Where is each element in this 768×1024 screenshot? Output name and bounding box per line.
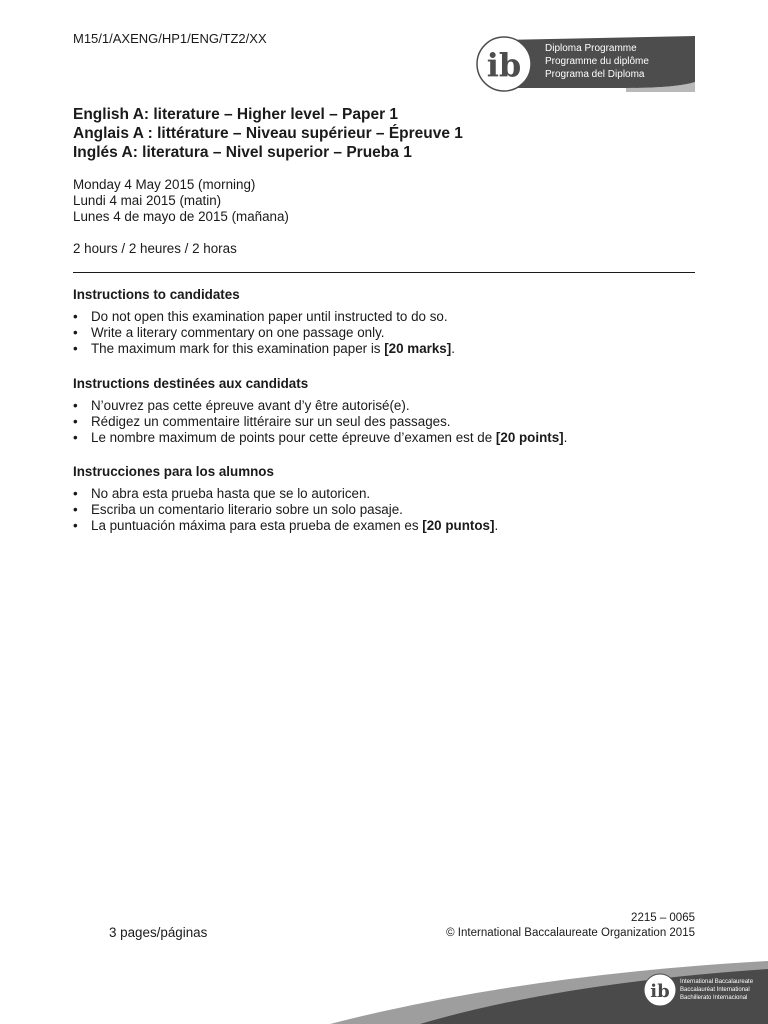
title-spanish: Inglés A: literatura – Nivel superior – Prueba 1 <box>73 144 412 161</box>
exam-titles <box>73 105 463 162</box>
list-item: • N’ouvrez pas cette épreuve avant d’y être autorisé(e). <box>73 398 695 414</box>
date-spanish: Lunes 4 de mayo de 2015 (mañana) <box>73 209 289 224</box>
instructions-spanish <box>73 464 695 534</box>
section-heading: Instructions destinées aux candidats <box>73 376 309 391</box>
instruction-list <box>73 398 695 446</box>
instructions-french <box>73 376 695 446</box>
list-item: • Do not open this examination paper until instructed to do so. <box>73 309 695 325</box>
footer-swoosh <box>0 955 768 1024</box>
paper-code: 2215 – 0065 <box>631 912 695 924</box>
footer-logo-line-2: Baccalauréat International <box>680 987 750 993</box>
list-item: • The maximum mark for this examination paper is [20 marks]. <box>73 341 695 357</box>
exam-dates <box>73 177 289 225</box>
exam-duration: 2 hours / 2 heures / 2 horas <box>73 241 237 256</box>
section-heading: Instrucciones para los alumnos <box>73 464 274 479</box>
title-english: English A: literature – Higher level – Paper 1 <box>73 106 399 123</box>
logo-line-1: Diploma Programme <box>545 43 637 54</box>
list-item: • Rédigez un commentaire littéraire sur un seul des passages. <box>73 414 695 430</box>
logo-line-3: Programa del Diploma <box>545 69 645 80</box>
divider <box>73 272 695 273</box>
date-french: Lundi 4 mai 2015 (matin) <box>73 193 222 208</box>
list-item: • No abra esta prueba hasta que se lo autoricen. <box>73 486 695 502</box>
exam-code: M15/1/AXENG/HP1/ENG/TZ2/XX <box>73 31 267 46</box>
instruction-list <box>73 309 695 357</box>
section-heading: Instructions to candidates <box>73 287 240 302</box>
footer-logo-line-1: International Baccalaureate <box>680 979 754 985</box>
list-item: • La puntuación máxima para esta prueba de examen es [20 puntos]. <box>73 518 695 534</box>
list-item: • Le nombre maximum de points pour cette épreuve d’examen est de [20 points]. <box>73 430 695 446</box>
ib-diploma-logo <box>476 36 696 92</box>
instruction-list <box>73 486 695 534</box>
page-count: 3 pages/páginas <box>109 925 208 940</box>
title-french: Anglais A : littérature – Niveau supérieur – Épreuve 1 <box>73 125 463 142</box>
list-item: • Escriba un comentario literario sobre un solo pasaje. <box>73 502 695 518</box>
instructions-english <box>73 287 695 357</box>
footer-logo-line-3: Bachillerato Internacional <box>680 995 748 1001</box>
date-english: Monday 4 May 2015 (morning) <box>73 177 256 192</box>
copyright: © International Baccalaureate Organization 2015 <box>446 927 695 939</box>
ib-mark: ib <box>486 46 522 84</box>
logo-line-2: Programme du diplôme <box>545 56 649 67</box>
footer-ib-mark: ib <box>650 981 670 1002</box>
list-item: • Write a literary commentary on one passage only. <box>73 325 695 341</box>
